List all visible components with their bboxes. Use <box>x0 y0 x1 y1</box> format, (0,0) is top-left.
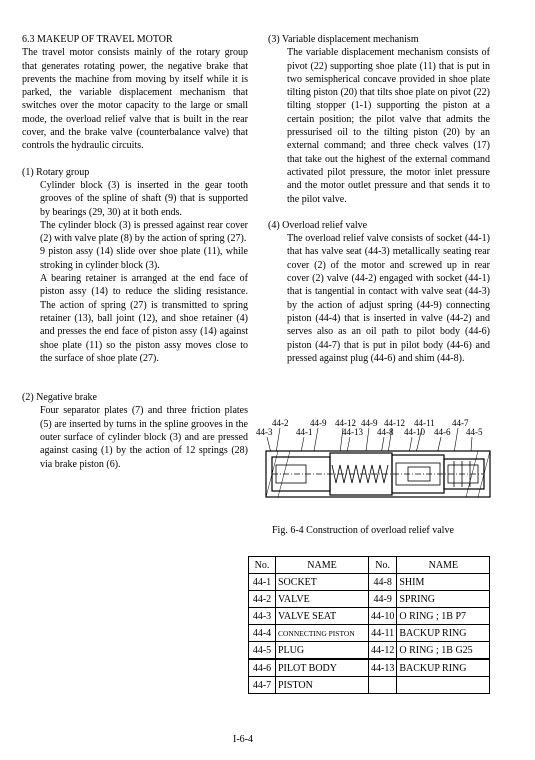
figure-caption: Fig. 6-4 Construction of overload relief valve <box>272 525 454 536</box>
figure-label: 44-1 <box>296 427 313 437</box>
part-name <box>397 677 490 694</box>
part-name: PISTON <box>276 677 369 694</box>
part-number: 44-3 <box>249 608 276 625</box>
part-name: PILOT BODY <box>276 659 369 677</box>
part-name: PLUG <box>276 642 369 660</box>
parts-table <box>248 556 490 694</box>
part-name: BACKUP RING <box>397 659 490 677</box>
rotary-group-title: (1) Rotary group <box>22 166 90 178</box>
section-heading: 6.3 MAKEUP OF TRAVEL MOTOR <box>22 34 173 45</box>
table-row <box>249 659 490 677</box>
part-name: SHIM <box>397 574 490 591</box>
part-name: VALVE <box>276 591 369 608</box>
figure-label: 44-9 <box>310 418 327 428</box>
column-header: No. <box>249 557 276 574</box>
brake-paragraph: Four separator plates (7) and three friction plates (5) are inserted by turns in the spline grooves in the outer surface of cylinder block (3) and are pressed against casing (1) by the action of 12 springs (28) via brake piston (6). <box>40 405 248 470</box>
table-row <box>249 677 490 694</box>
table-row <box>249 608 490 625</box>
column-header: NAME <box>276 557 369 574</box>
part-number: 44-6 <box>249 659 276 677</box>
figure-label: 44-13 <box>342 427 363 437</box>
table-row <box>249 642 490 660</box>
table-row <box>249 625 490 642</box>
negative-brake-body <box>22 404 248 470</box>
rotary-paragraph: 9 piston assy (14) slide over shoe plate (11), while stroking in cylinder block (3). <box>40 246 248 271</box>
figure-label: 44-7 <box>452 418 469 428</box>
figure-label: 44-2 <box>272 418 289 428</box>
intro-paragraph: The travel motor consists mainly of the rotary group that generates rotating power, the negative brake that prevents the machine from moving by itself while it is parked, the variable displacement mechanism that switches over the motor capacity to the large or small mode, the overload relief valve that is built in the rear cover, and the brake valve (counterbalance valve) that controls the hydraulic circuits. <box>22 47 248 152</box>
figure-label: 44-3 <box>256 427 273 437</box>
part-name: O RING ; 1B P7 <box>397 608 490 625</box>
part-name: O RING ; 1B G25 <box>397 642 490 660</box>
rotary-paragraph: A bearing retainer is arranged at the end face of piston assy (14) to reduce the sliding resistance. The action of spring (27) is transmitted to spring retainer (13), ball joint (12), and shoe retainer (4) and presses the end face of piston assy (14) against shoe plate (11) so the piston assy moves close to the surface of shoe plate (27). <box>40 273 248 364</box>
part-number: 44-13 <box>369 659 397 677</box>
figure-label: 44-5 <box>466 427 483 437</box>
part-number: 44-1 <box>249 574 276 591</box>
part-name: BACKUP RING <box>397 625 490 642</box>
part-number: 44-7 <box>249 677 276 694</box>
overload-relief-title: (4) Overload relief valve <box>268 219 368 231</box>
figure-label: 44-8 <box>377 427 394 437</box>
part-name: CONNECTING PISTON <box>276 625 369 642</box>
part-name: SOCKET <box>276 574 369 591</box>
figure-label: 44-12 <box>384 418 405 428</box>
rotary-paragraph: Cylinder block (3) is inserted in the gear tooth grooves of the spline of shaft (9) that is supported by bearings (29, 30) at it both ends. <box>40 179 248 218</box>
variable-displacement-title: (3) Variable displacement mechanism <box>268 34 419 45</box>
overload-relief-body: The overload relief valve consists of socket (44-1) that has valve seat (44-3) metallically seating rear cover (2) of the motor and screwed up in rear cover (2) valve (44-2) engaged with socket (44-1) that is tangential in contact with valve seat (44-3) by the action of adjust spring (44-9) connecting piston (44-4) that is inserted in valve (44-2) and serves also as an oil path to pilot body (44-6) piston (44-7) that is put in pilot body (44-6) and pressed against plug (44-6) and shim (44-8). <box>287 233 490 364</box>
part-number: 44-8 <box>369 574 397 591</box>
right-column <box>268 33 490 365</box>
figure-label: 44-11 <box>414 418 435 428</box>
part-number: 44-5 <box>249 642 276 660</box>
part-number: 44-2 <box>249 591 276 608</box>
rotary-paragraph: The cylinder block (3) is pressed against rear cover (2) with valve plate (8) by the action of spring (27). <box>40 219 248 245</box>
part-number: 44-4 <box>249 625 276 642</box>
table-row <box>249 574 490 591</box>
part-name: SPRING <box>397 591 490 608</box>
column-header: No. <box>369 557 397 574</box>
figure-label: 44-12 <box>335 418 356 428</box>
part-number: 44-12 <box>369 642 397 660</box>
figure-label: 44-9 <box>361 418 378 428</box>
figure-label: 44-10 <box>404 427 425 437</box>
page-number: I-6-4 <box>233 734 253 745</box>
part-number: 44-9 <box>369 591 397 608</box>
left-column <box>22 33 248 471</box>
table-header-row <box>249 557 490 574</box>
negative-brake-title: (2) Negative brake <box>22 392 97 404</box>
rotary-group-body <box>22 179 248 365</box>
overload-relief-valve-diagram <box>258 417 498 517</box>
part-number <box>369 677 397 694</box>
part-number: 44-11 <box>369 625 397 642</box>
figure-label: 44-6 <box>434 427 451 437</box>
part-number: 44-10 <box>369 608 397 625</box>
variable-displacement-body: The variable displacement mechanism consists of pivot (22) supporting shoe plate (11) that is put in two semispherical concave provided in shoe plate tilting piston (20) that tilts shoe plate on pivot (22) tilting stopper (1-1) supporting the piston at a certain position; the pilot valve that admits the pressurised oil to the tilting piston (20) by an external command; and three check valves (17) that take out the highest of the external command activated pilot pressure, the motor inlet pressure and the motor outlet pressure and that sends it to the pilot valve. <box>287 47 490 205</box>
table-row <box>249 591 490 608</box>
part-name: VALVE SEAT <box>276 608 369 625</box>
column-header: NAME <box>397 557 490 574</box>
